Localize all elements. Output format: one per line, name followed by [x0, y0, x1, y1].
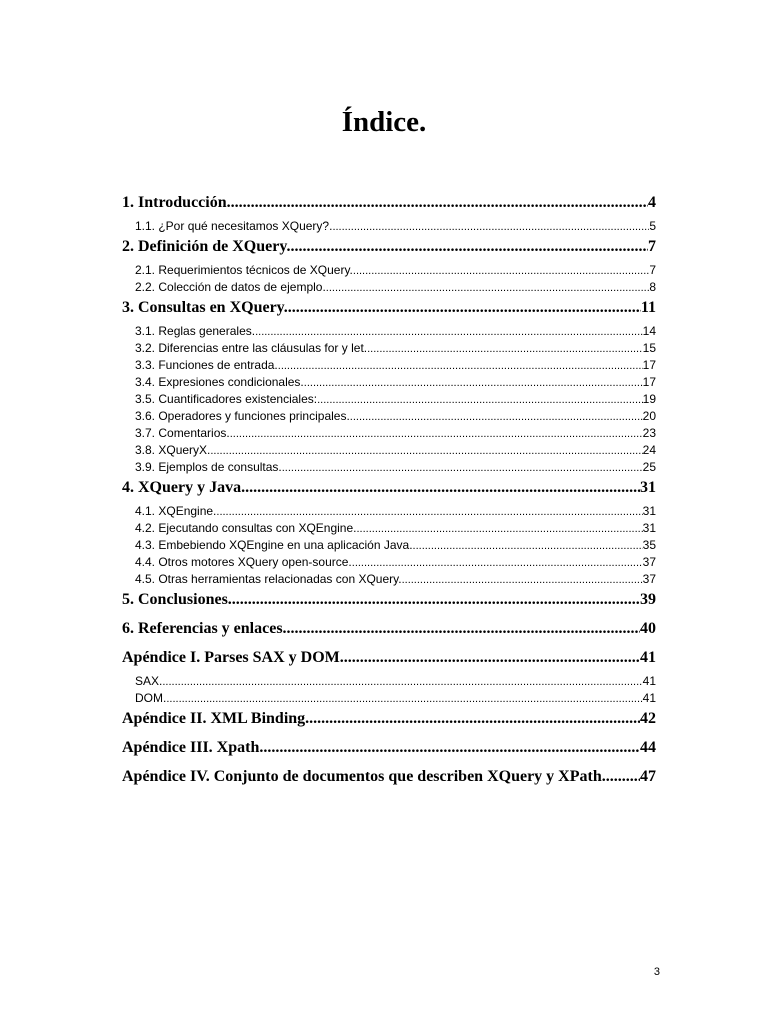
toc-entry-page: 20	[642, 409, 656, 423]
toc-entry-page: 25	[642, 460, 656, 474]
toc-entry-page: 37	[642, 555, 656, 569]
toc-entry-label: 4.2. Ejecutando consultas con XQEngine.	[135, 521, 357, 535]
toc-entry-label: 3.9. Ejemplos de consultas.	[135, 460, 282, 474]
toc-subentry[interactable]	[122, 374, 656, 391]
toc-entry-label: 4.4. Otros motores XQuery open-source.	[135, 555, 352, 569]
page-number: 3	[653, 966, 660, 978]
toc-subentry[interactable]	[122, 690, 656, 707]
dot-leader	[287, 617, 640, 641]
dot-leader	[231, 191, 648, 215]
dot-leader	[282, 459, 643, 476]
toc-subentry[interactable]	[122, 503, 656, 520]
toc-entry-apendice-2[interactable]	[122, 707, 656, 731]
toc-entry-page: 42	[640, 710, 656, 727]
toc-subentry[interactable]	[122, 408, 656, 425]
dot-leader	[230, 425, 643, 442]
dot-leader	[402, 571, 643, 588]
toc-entry-label: 3.4. Expresiones condicionales.	[135, 375, 304, 389]
toc-entry-page: 7	[648, 238, 656, 255]
toc-subentry[interactable]	[122, 323, 656, 340]
toc-entry-page: 15	[642, 341, 656, 355]
toc-entry-page: 7	[649, 263, 656, 277]
toc-entry-label: Apéndice IV. Conjunto de documentos que describen XQuery y XPath.	[122, 768, 606, 785]
toc-entry-page: 14	[642, 324, 656, 338]
dot-leader	[350, 408, 643, 425]
toc-entry-introduccion[interactable]	[122, 191, 656, 215]
toc-entry-consultas[interactable]	[122, 296, 656, 320]
toc-subentry[interactable]	[122, 357, 656, 374]
toc-entry-label: 5. Conclusiones.	[122, 591, 232, 608]
toc-entry-page: 41	[640, 649, 656, 666]
toc-entry-label: Apéndice II. XML Binding	[122, 710, 306, 727]
toc-entry-page: 44	[640, 739, 656, 756]
toc-entry-label: Apéndice III. Xpath.	[122, 739, 264, 756]
dot-leader	[255, 323, 643, 340]
toc-entry-label: Apéndice I. Parses SAX y DOM.	[122, 649, 344, 666]
dot-leader	[290, 235, 648, 259]
dot-leader	[216, 503, 642, 520]
toc-entry-page: 5	[649, 219, 656, 233]
toc-subentry[interactable]	[122, 279, 656, 296]
toc-entry-apendice-3[interactable]	[122, 736, 656, 760]
dot-leader	[326, 279, 650, 296]
toc-entry-page: 17	[642, 375, 656, 389]
toc-entry-page: 37	[642, 572, 656, 586]
toc-entry-page: 23	[642, 426, 656, 440]
toc-entry-label: 2.1. Requerimientos técnicos de XQuery.	[135, 263, 353, 277]
toc-subentry[interactable]	[122, 571, 656, 588]
toc-entry-label: 3.5. Cuantificadores existenciales:	[135, 392, 318, 406]
toc-entry-label: 2. Definición de XQuery.	[122, 238, 291, 255]
dot-leader	[166, 690, 642, 707]
toc-entry-page: 4	[648, 194, 656, 211]
dot-leader	[278, 357, 643, 374]
dot-leader	[317, 391, 643, 408]
page-title: Índice.	[341, 106, 427, 138]
toc-entry-page: 8	[649, 280, 656, 294]
dot-leader	[288, 296, 641, 320]
toc-entry-referencias[interactable]	[122, 617, 656, 641]
toc-entry-page: 40	[640, 620, 656, 637]
dot-leader	[263, 736, 640, 760]
table-of-contents	[122, 191, 656, 789]
toc-subentry[interactable]	[122, 425, 656, 442]
toc-entry-label: 3.3. Funciones de entrada.	[135, 358, 278, 372]
toc-entry-label: 2.2. Colección de datos de ejemplo.	[135, 280, 326, 294]
toc-entry-page: 24	[642, 443, 656, 457]
toc-entry-page: 41	[642, 691, 656, 705]
toc-entry-label: 6. Referencias y enlaces.	[122, 620, 287, 637]
toc-entry-label: 3.8. XQueryX.	[135, 443, 211, 457]
toc-entry-xquery-java[interactable]	[122, 476, 656, 500]
toc-entry-page: 11	[640, 299, 656, 316]
dot-leader	[413, 537, 643, 554]
toc-entry-page: 31	[640, 479, 656, 496]
dot-leader	[606, 765, 640, 789]
toc-subentry[interactable]	[122, 391, 656, 408]
toc-entry-label: 3.1. Reglas generales.	[135, 324, 256, 338]
toc-entry-label: 1. Introducción.	[122, 194, 231, 211]
toc-entry-label: 3.2. Diferencias entre las cláusulas for y let.	[135, 341, 368, 355]
dot-leader	[305, 707, 640, 731]
toc-entry-page: 31	[642, 521, 656, 535]
dot-leader	[232, 588, 640, 612]
toc-entry-label: 4.3. Embebiendo XQEngine en una aplicación Java.	[135, 538, 413, 552]
toc-entry-label: 3. Consultas en XQuery.	[122, 299, 288, 316]
toc-subentry[interactable]	[122, 537, 656, 554]
toc-entry-definicion[interactable]	[122, 235, 656, 259]
toc-entry-page: 47	[640, 768, 656, 785]
dot-leader	[356, 520, 642, 537]
dot-leader	[344, 646, 640, 670]
toc-subentry[interactable]	[122, 459, 656, 476]
toc-entry-conclusiones[interactable]	[122, 588, 656, 612]
toc-entry-page: 31	[642, 504, 656, 518]
dot-leader	[210, 442, 642, 459]
dot-leader	[332, 218, 649, 235]
toc-entry-label: 3.7. Comentarios.	[135, 426, 230, 440]
toc-entry-page: 41	[642, 674, 656, 688]
toc-entry-page: 19	[642, 392, 656, 406]
toc-entry-apendice-1[interactable]	[122, 646, 656, 670]
toc-entry-page: 35	[642, 538, 656, 552]
toc-subentry[interactable]	[122, 340, 656, 357]
toc-entry-label: SAX.	[135, 674, 163, 688]
dot-leader	[367, 340, 643, 357]
toc-entry-apendice-4[interactable]	[122, 765, 656, 789]
toc-subentry[interactable]	[122, 262, 656, 279]
dot-leader	[304, 374, 643, 391]
toc-subentry[interactable]	[122, 673, 656, 690]
dot-leader	[162, 673, 642, 690]
dot-leader	[245, 476, 640, 500]
toc-entry-label: 1.1. ¿Por qué necesitamos XQuery?.	[135, 219, 333, 233]
toc-subentry[interactable]	[122, 218, 656, 235]
toc-entry-label: 4.5. Otras herramientas relacionadas con XQuery.	[135, 572, 402, 586]
toc-entry-page: 39	[640, 591, 656, 608]
toc-subentry[interactable]	[122, 442, 656, 459]
toc-entry-label: 4.1. XQEngine.	[135, 504, 217, 518]
toc-subentry[interactable]	[122, 554, 656, 571]
toc-entry-page: 17	[642, 358, 656, 372]
dot-leader	[352, 554, 643, 571]
toc-entry-label: 3.6. Operadores y funciones principales.	[135, 409, 350, 423]
toc-entry-label: 4. XQuery y Java.	[122, 479, 246, 496]
toc-subentry[interactable]	[122, 520, 656, 537]
toc-entry-label: DOM.	[135, 691, 167, 705]
dot-leader	[353, 262, 649, 279]
